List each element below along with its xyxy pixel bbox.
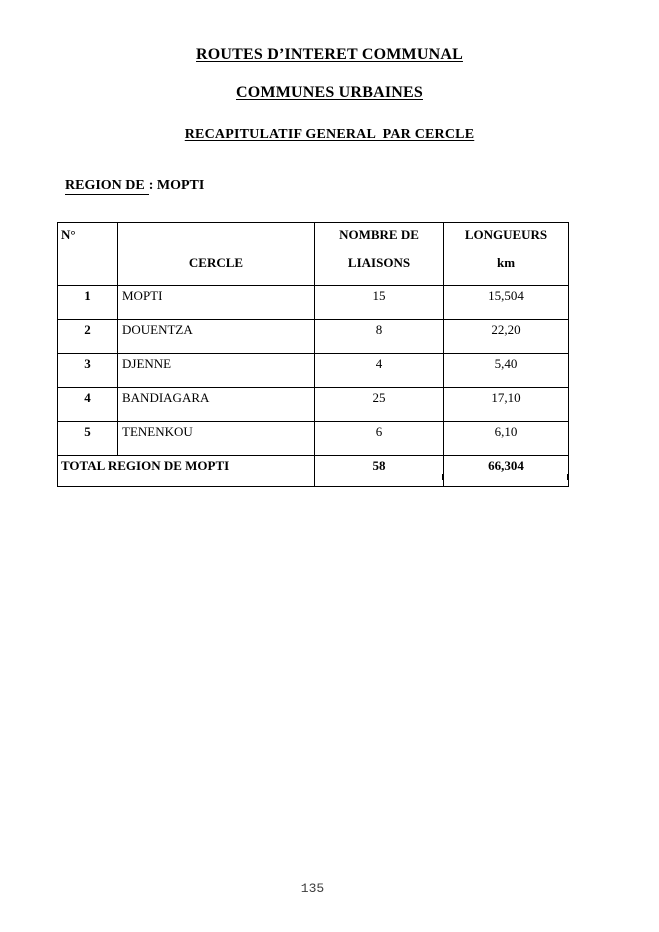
table-row [58,286,569,320]
liaisons-cell: 4 [315,354,444,388]
table-row [58,354,569,388]
row-number-cell: 1 [58,286,118,320]
liaisons-cell: 6 [315,422,444,456]
header-longueurs-line1: LONGUEURS [464,227,548,242]
total-liaisons-cell: 58 [315,456,444,487]
header-cell-longueurs [444,223,569,286]
header-liaisons-line2: LIAISONS [347,255,411,270]
header-cercle-label: CERCLE [188,255,244,270]
liaisons-cell: 8 [315,320,444,354]
header-cell-liaisons [315,223,444,286]
page-number: 135 [300,881,325,896]
recap-table [57,222,569,487]
liaisons-cell: 25 [315,388,444,422]
table-gridline-stub [57,474,58,480]
section-title: RECAPITULATIF GENERAL PAR CERCLE [184,127,475,142]
row-number-cell: 5 [58,422,118,456]
table-gridline-stub [567,474,568,480]
cercle-cell: DOUENTZA [118,320,315,354]
longueurs-cell: 17,10 [444,388,569,422]
row-number-cell: 4 [58,388,118,422]
header-liaisons-line1: NOMBRE DE [339,227,419,242]
row-number-cell: 2 [58,320,118,354]
row-number-cell: 3 [58,354,118,388]
region-label: REGION DE [65,178,149,195]
table-gridline-stub [314,474,315,480]
region-value: : MOPTI [148,178,205,193]
header-cell-cercle [118,223,315,286]
cercle-cell: MOPTI [118,286,315,320]
table-row [58,320,569,354]
total-label-cell: TOTAL REGION DE MOPTI [58,456,315,487]
longueurs-cell: 6,10 [444,422,569,456]
longueurs-cell: 5,40 [444,354,569,388]
longueurs-cell: 15,504 [444,286,569,320]
total-row [58,456,569,487]
cercle-cell: DJENNE [118,354,315,388]
total-longueurs-cell: 66,304 [444,456,569,487]
cercle-cell: TENENKOU [118,422,315,456]
header-cell-num [58,223,118,286]
document-title-line2: COMMUNES URBAINES [236,84,423,101]
liaisons-cell: 15 [315,286,444,320]
longueurs-cell: 22,20 [444,320,569,354]
header-longueurs-line2: km [496,255,516,270]
document-title-line1: ROUTES D’INTERET COMMUNAL [196,46,463,63]
table-gridline-stub [442,474,443,480]
header-spacer [118,223,314,251]
region-line [65,178,204,194]
header-num-label: N° [61,227,76,242]
table-row [58,422,569,456]
table-row [58,388,569,422]
cercle-cell: BANDIAGARA [118,388,315,422]
header-spacer [58,251,117,279]
table-header-row [58,223,569,286]
